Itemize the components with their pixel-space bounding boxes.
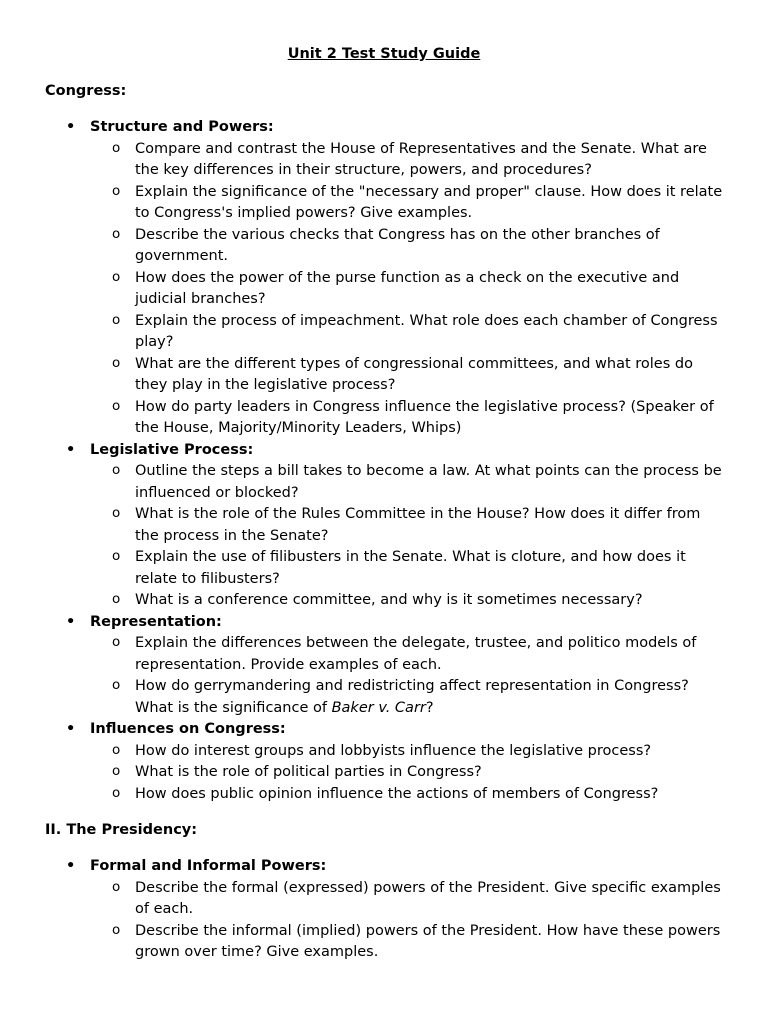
topic-legislative-process xyxy=(0,440,768,612)
presidency-topic-list xyxy=(0,856,768,964)
sub-bullet-icon: o xyxy=(112,677,121,693)
question-text: How do interest groups and lobbyists influence the legislative process? xyxy=(135,742,652,759)
sub-bullet-icon: o xyxy=(112,784,121,801)
topic-label: Influences on Congress: xyxy=(90,721,286,737)
sub-question-list xyxy=(90,461,768,612)
section-heading-congress: Congress: xyxy=(45,83,127,99)
sub-bullet-icon: o xyxy=(112,741,121,758)
topic-label: Representation: xyxy=(90,613,222,630)
sub-bullet-icon: o xyxy=(112,397,121,414)
list-item xyxy=(90,741,768,763)
topic-representation xyxy=(0,612,768,720)
sub-bullet-icon: o xyxy=(112,311,121,328)
list-item xyxy=(90,878,768,921)
question-text: Explain the process of impeachment. What role does each chamber of Congress play? xyxy=(135,312,718,350)
sub-question-list xyxy=(90,633,768,719)
sub-bullet-icon: o xyxy=(112,763,121,779)
congress-topic-list xyxy=(0,117,768,805)
list-item xyxy=(90,547,768,590)
list-item xyxy=(90,268,768,311)
list-item xyxy=(90,676,768,719)
sub-question-list xyxy=(90,139,768,440)
question-text: Describe the formal (expressed) powers of the President. Give specific examples of each. xyxy=(135,879,721,917)
question-text: How does the power of the purse function as a check on the executive and judicial branches? xyxy=(135,269,680,307)
document-title: Unit 2 Test Study Guide xyxy=(287,46,481,62)
sub-question-list xyxy=(90,741,768,806)
question-text: What is a conference committee, and why is it sometimes necessary? xyxy=(135,592,643,608)
question-text-end: ? xyxy=(425,699,434,716)
case-name-italic: Baker v. Carr xyxy=(331,699,426,716)
topic-label: Formal and Informal Powers: xyxy=(90,858,327,874)
sub-bullet-icon: o xyxy=(112,462,121,478)
topic-label: Structure and Powers: xyxy=(90,119,274,135)
sub-bullet-icon: o xyxy=(112,225,121,242)
question-text xyxy=(135,676,728,719)
list-item xyxy=(90,139,768,182)
list-item xyxy=(90,633,768,676)
topic-structure-and-powers xyxy=(0,117,768,440)
sub-bullet-icon: o xyxy=(112,505,121,521)
bullet-icon: • xyxy=(66,721,76,737)
list-item xyxy=(90,504,768,547)
bullet-icon: • xyxy=(66,858,76,874)
topic-label: Legislative Process: xyxy=(90,441,254,458)
question-text: Explain the significance of the "necessary and proper" clause. How does it relate to Congress's implied powers? Give examples. xyxy=(135,183,723,221)
list-item xyxy=(90,182,768,225)
sub-bullet-icon: o xyxy=(112,354,121,371)
sub-bullet-icon: o xyxy=(112,634,121,650)
list-item xyxy=(90,354,768,397)
topic-influences-on-congress xyxy=(0,719,768,805)
question-text: How do party leaders in Congress influence the legislative process? (Speaker of the House, Majority/Minority Leaders, Whips) xyxy=(135,398,714,436)
list-item xyxy=(90,397,768,440)
list-item xyxy=(90,461,768,504)
question-text: What are the different types of congressional committees, and what roles do they play in the legislative process? xyxy=(135,355,693,393)
question-text: Explain the use of filibusters in the Senate. What is cloture, and how does it relate to filibusters? xyxy=(135,549,686,587)
sub-bullet-icon: o xyxy=(112,548,121,564)
list-item xyxy=(90,762,768,784)
sub-bullet-icon: o xyxy=(112,878,121,895)
question-text: Explain the differences between the delegate, trustee, and politico models of representation. Provide examples of each. xyxy=(135,635,697,673)
bullet-icon: • xyxy=(66,441,76,458)
sub-question-list xyxy=(90,878,768,964)
sub-bullet-icon: o xyxy=(112,268,121,285)
question-text: Compare and contrast the House of Representatives and the Senate. What are the key differences in their structure, powers, and procedures? xyxy=(135,140,707,178)
bullet-icon: • xyxy=(66,613,76,630)
sub-bullet-icon: o xyxy=(112,182,121,199)
list-item xyxy=(90,590,768,612)
list-item xyxy=(90,311,768,354)
question-text: Outline the steps a bill takes to become a law. At what points can the process be influenced or blocked? xyxy=(135,463,722,501)
list-item xyxy=(90,225,768,268)
question-text: Describe the various checks that Congress has on the other branches of government. xyxy=(135,226,660,264)
bullet-icon: • xyxy=(66,119,76,135)
question-text-start: How do gerrymandering and redistricting affect representation in Congress? What is the significance of xyxy=(135,678,689,716)
topic-formal-and-informal-powers xyxy=(0,856,768,964)
question-text: What is the role of the Rules Committee in the House? How does it differ from the process in the Senate? xyxy=(135,506,701,544)
list-item xyxy=(90,921,768,964)
section-heading-presidency: II. The Presidency: xyxy=(45,822,198,838)
question-text: Describe the informal (implied) powers of the President. How have these powers grown over time? Give examples. xyxy=(135,922,721,960)
question-text: How does public opinion influence the actions of members of Congress? xyxy=(135,785,659,802)
sub-bullet-icon: o xyxy=(112,139,121,156)
list-item xyxy=(90,784,768,806)
sub-bullet-icon: o xyxy=(112,921,121,938)
sub-bullet-icon: o xyxy=(112,591,121,607)
question-text: What is the role of political parties in Congress? xyxy=(135,764,482,780)
